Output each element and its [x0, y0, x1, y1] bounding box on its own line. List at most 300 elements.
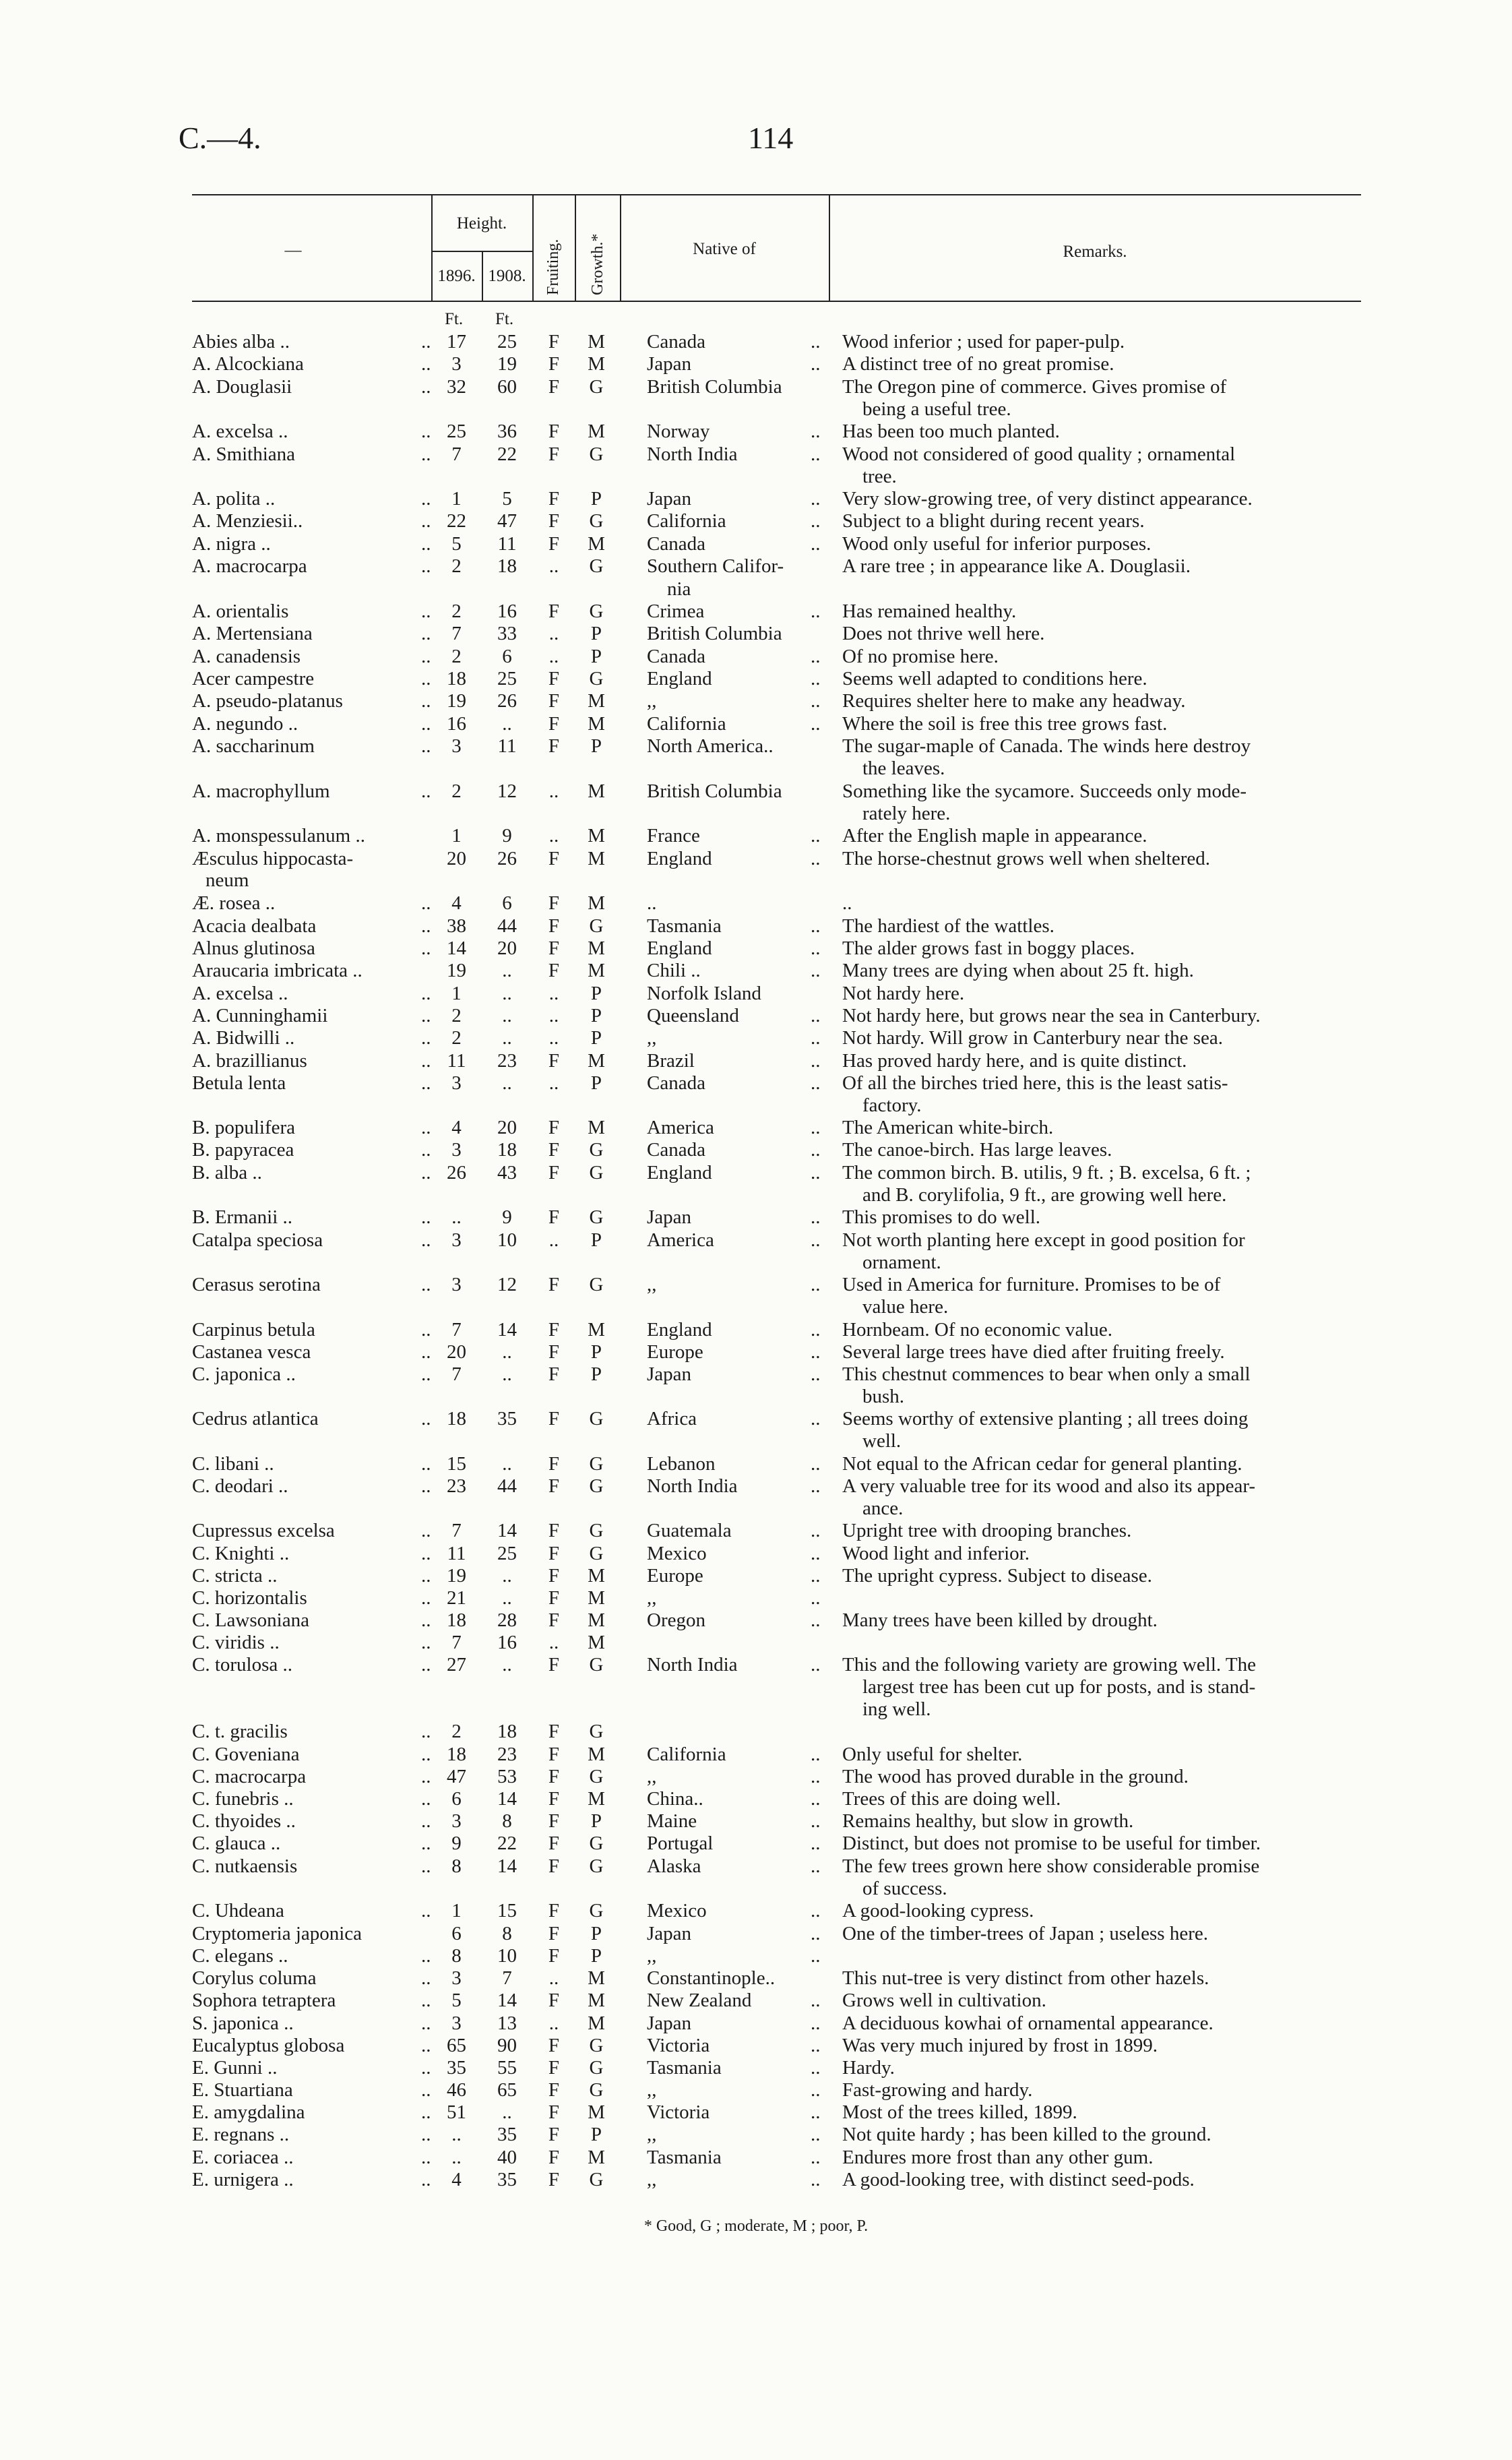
fruiting-mark: F: [548, 1855, 560, 1877]
native-of: Mexico: [647, 1900, 707, 1921]
species-name: C. funebris ..: [192, 1788, 294, 1810]
height-1908: 35: [497, 1408, 517, 1429]
remark: Trees of this are doing well.: [842, 1788, 1061, 1810]
height-1908: ..: [502, 1005, 512, 1026]
native-of: Japan: [647, 353, 692, 375]
leader-dots: ..: [811, 331, 821, 352]
growth-mark: P: [590, 488, 602, 510]
native-of: ,,: [647, 2169, 657, 2190]
height-1908: 6: [502, 892, 512, 914]
native-continuation: nia: [667, 578, 691, 600]
remark: Of no promise here.: [842, 646, 999, 667]
height-1908: ..: [502, 1341, 512, 1363]
leader-dots: ..: [421, 1967, 431, 1989]
fruiting-mark: ..: [548, 646, 559, 667]
species-name: Acacia dealbata: [192, 915, 317, 937]
remark: The common birch. B. utilis, 9 ft. ; B. excelsa, 6 ft. ;: [842, 1162, 1251, 1183]
species-name: A. canadensis: [192, 646, 301, 667]
growth-mark: M: [588, 1967, 605, 1989]
height-1908: 22: [497, 1833, 517, 1854]
growth-mark: M: [588, 2012, 605, 2034]
native-of: Brazil: [647, 1050, 695, 1072]
remark: Something like the sycamore. Succeeds only mode-: [842, 780, 1247, 802]
leader-dots: ..: [421, 2124, 431, 2145]
height-1908: 18: [497, 1139, 517, 1161]
native-of: ,,: [647, 1027, 657, 1049]
unit-ft-1908: Ft.: [495, 310, 514, 328]
native-of: Victoria: [647, 2035, 710, 2056]
height-1908: 26: [497, 848, 517, 869]
table-row: [0, 352, 1512, 375]
species-name: A. brazillianus: [192, 1050, 307, 1072]
table-row: [0, 1072, 1512, 1095]
height-1908: 5: [502, 488, 512, 510]
height-1908: 8: [502, 1923, 512, 1944]
height-1908: 12: [497, 1274, 517, 1295]
table-row: [0, 1787, 1512, 1810]
growth-mark: P: [590, 623, 602, 644]
leader-dots: ..: [811, 1027, 821, 1049]
height-1908: ..: [502, 1565, 512, 1587]
growth-mark: M: [588, 1990, 605, 2011]
leader-dots: ..: [421, 1117, 431, 1138]
leader-dots: ..: [421, 555, 431, 577]
remark: Does not thrive well here.: [842, 623, 1045, 644]
species-name: B. alba ..: [192, 1162, 262, 1183]
remark: Seems well adapted to conditions here.: [842, 668, 1147, 689]
leader-dots: ..: [421, 1341, 431, 1363]
native-of: ,,: [647, 1945, 657, 1967]
species-name: B. Ermanii ..: [192, 1206, 293, 1228]
height-1896: 19: [447, 960, 466, 981]
leader-dots: ..: [421, 2057, 431, 2079]
remark: Seems worthy of extensive planting ; all trees doing: [842, 1408, 1249, 1429]
growth-mark: G: [589, 1274, 604, 1295]
fruiting-mark: F: [548, 1721, 560, 1742]
growth-mark: G: [589, 2035, 604, 2056]
table-row: [0, 1026, 1512, 1049]
table-row: [0, 1318, 1512, 1341]
species-name: C. macrocarpa: [192, 1766, 307, 1787]
species-name: C. thyoides ..: [192, 1810, 296, 1832]
leader-dots: ..: [421, 488, 431, 510]
height-1908: ..: [502, 1072, 512, 1094]
native-of: Canada: [647, 1072, 705, 1094]
remark: Hardy.: [842, 2057, 895, 2079]
remark: A very valuable tree for its wood and also its appear-: [842, 1475, 1256, 1497]
height-1896: 3: [451, 2012, 462, 2034]
height-1908: 22: [497, 443, 517, 465]
native-of: California: [647, 510, 726, 532]
fruiting-mark: F: [548, 915, 560, 937]
leader-dots: ..: [421, 1206, 431, 1228]
fruiting-mark: ..: [548, 1967, 559, 1989]
native-of: ..: [647, 892, 657, 914]
species-name: S. japonica ..: [192, 2012, 294, 2034]
leader-dots: ..: [811, 2147, 821, 2168]
fruiting-mark: ..: [548, 1005, 559, 1026]
leader-dots: ..: [421, 646, 431, 667]
native-of: France: [647, 825, 700, 847]
leader-dots: ..: [421, 2169, 431, 2190]
growth-mark: M: [588, 2101, 605, 2123]
growth-mark: M: [588, 2147, 605, 2168]
species-name: A. Bidwilli ..: [192, 1027, 295, 1049]
table-row: [0, 2146, 1512, 2169]
remark: The horse-chestnut grows well when sheltered.: [842, 848, 1211, 869]
native-of: ,,: [647, 2124, 657, 2145]
species-name: C. libani ..: [192, 1453, 274, 1475]
remark-continuation: the leaves.: [862, 758, 945, 779]
leader-dots: ..: [421, 1072, 431, 1094]
remark: Not hardy here, but grows near the sea in Canterbury.: [842, 1005, 1261, 1026]
native-of: Africa: [647, 1408, 697, 1429]
table-row: [0, 2168, 1512, 2191]
remark: The Oregon pine of commerce. Gives promise of: [842, 376, 1227, 398]
species-name: E. urnigera ..: [192, 2169, 294, 2190]
native-of: Alaska: [647, 1855, 701, 1877]
height-1896: 4: [451, 1117, 462, 1138]
height-1896: 20: [447, 1341, 466, 1363]
species-name: E. amygdalina: [192, 2101, 305, 2123]
species-name: A. Mertensiana: [192, 623, 313, 644]
table-row: [0, 1341, 1512, 1363]
fruiting-mark: F: [548, 668, 560, 689]
fruiting-mark: F: [548, 1766, 560, 1787]
table-row: [0, 1944, 1512, 1967]
remark: Wood not considered of good quality ; ornamental: [842, 443, 1236, 465]
remark-continuation: of success.: [862, 1878, 947, 1899]
native-of: Europe: [647, 1565, 703, 1587]
fruiting-mark: F: [548, 2169, 560, 2190]
species-name: Cupressus excelsa: [192, 1520, 335, 1541]
native-of: Japan: [647, 1363, 692, 1385]
remark: Has been too much planted.: [842, 421, 1060, 442]
native-of: Queensland: [647, 1005, 739, 1026]
fruiting-mark: F: [548, 421, 560, 442]
native-of: Tasmania: [647, 2147, 722, 2168]
leader-dots: ..: [421, 510, 431, 532]
fruiting-mark: F: [548, 1274, 560, 1295]
leader-dots: ..: [811, 2035, 821, 2056]
height-1896: 15: [447, 1453, 466, 1475]
fruiting-mark: F: [548, 1363, 560, 1385]
leader-dots: ..: [811, 1744, 821, 1765]
species-name: Sophora tetraptera: [192, 1990, 336, 2011]
table-row: [0, 555, 1512, 578]
fruiting-mark: F: [548, 1341, 560, 1363]
table-row: [0, 892, 1512, 915]
height-1896: 3: [451, 1229, 462, 1251]
native-of: Japan: [647, 2012, 692, 2034]
table-row: [0, 1004, 1512, 1027]
leader-dots: ..: [811, 2012, 821, 2034]
leader-dots: ..: [421, 1766, 431, 1787]
leader-dots: ..: [811, 937, 821, 959]
native-of: Japan: [647, 1206, 692, 1228]
height-1896: 21: [447, 1587, 466, 1609]
leader-dots: ..: [421, 1855, 431, 1877]
remark: Subject to a blight during recent years.: [842, 510, 1145, 532]
species-name: C. japonica ..: [192, 1363, 296, 1385]
leader-dots: ..: [421, 1721, 431, 1742]
native-of: Canada: [647, 331, 705, 352]
height-1908: 9: [502, 825, 512, 847]
native-of: California: [647, 1744, 726, 1765]
leader-dots: ..: [421, 1565, 431, 1587]
remark: The wood has proved durable in the ground.: [842, 1766, 1189, 1787]
growth-mark: G: [589, 2079, 604, 2101]
height-1908: 28: [497, 1609, 517, 1631]
fruiting-mark: ..: [548, 1072, 559, 1094]
species-name: Araucaria imbricata ..: [192, 960, 363, 981]
height-1908: ..: [502, 1027, 512, 1049]
table-row: [0, 1631, 1512, 1654]
col-divider: [575, 194, 576, 301]
height-1908: 35: [497, 2169, 517, 2190]
native-of: Crimea: [647, 601, 705, 622]
leader-dots: ..: [421, 2147, 431, 2168]
growth-mark: P: [590, 1341, 602, 1363]
remark: A good-looking tree, with distinct seed-pods.: [842, 2169, 1195, 2190]
height-1896: 2: [451, 1005, 462, 1026]
height-1896: 2: [451, 646, 462, 667]
page-ref: C.—4.: [179, 121, 261, 155]
fruiting-mark: F: [548, 1475, 560, 1497]
height-1908: 25: [497, 331, 517, 352]
table-top-rule: [192, 194, 1361, 195]
height-1896: 2: [451, 780, 462, 802]
fruiting-mark: F: [548, 2035, 560, 2056]
table-row: [0, 667, 1512, 690]
leader-dots: ..: [811, 1475, 821, 1497]
growth-mark: M: [588, 960, 605, 981]
species-name: Alnus glutinosa: [192, 937, 315, 959]
remark: A distinct tree of no great promise.: [842, 353, 1114, 375]
height-1896: ..: [451, 2124, 462, 2145]
fruiting-mark: F: [548, 848, 560, 869]
fruiting-mark: F: [548, 1788, 560, 1810]
leader-dots: ..: [811, 668, 821, 689]
remark: This chestnut commences to bear when only a small: [842, 1363, 1251, 1385]
remark: Grows well in cultivation.: [842, 1990, 1046, 2011]
leader-dots: ..: [811, 1565, 821, 1587]
fruiting-mark: F: [548, 937, 560, 959]
fruiting-mark: F: [548, 1139, 560, 1161]
native-of: England: [647, 937, 712, 959]
growth-mark: G: [589, 601, 604, 622]
height-1896: 7: [451, 623, 462, 644]
remark-continuation: ornament.: [862, 1252, 941, 1273]
remark-continuation: rately here.: [862, 803, 951, 824]
species-name: Betula lenta: [192, 1072, 286, 1094]
growth-mark: G: [589, 915, 604, 937]
species-name: E. coriacea ..: [192, 2147, 294, 2168]
table-row: [0, 1989, 1512, 2012]
native-of: ,,: [647, 690, 657, 712]
growth-mark: G: [589, 668, 604, 689]
remark: Endures more frost than any other gum.: [842, 2147, 1154, 2168]
height-1908: 44: [497, 1475, 517, 1497]
growth-mark: G: [589, 1475, 604, 1497]
growth-mark: G: [589, 1139, 604, 1161]
native-of: Canada: [647, 646, 705, 667]
table-row: [0, 2034, 1512, 2057]
remark: Was very much injured by frost in 1899.: [842, 2035, 1158, 2056]
growth-mark: M: [588, 1744, 605, 1765]
leader-dots: ..: [421, 1475, 431, 1497]
remark: Wood only useful for inferior purposes.: [842, 533, 1152, 555]
table-row: [0, 1922, 1512, 1945]
native-of: Constantinople..: [647, 1967, 776, 1989]
height-1896: 18: [447, 1408, 466, 1429]
species-name: A. polita ..: [192, 488, 276, 510]
leader-dots: ..: [421, 1005, 431, 1026]
growth-mark: G: [589, 1654, 604, 1675]
height-1896: 23: [447, 1475, 466, 1497]
growth-mark: M: [588, 533, 605, 555]
table-row: [0, 1363, 1512, 1386]
height-1896: 4: [451, 892, 462, 914]
leader-dots: ..: [811, 2079, 821, 2101]
name-continuation: neum: [206, 869, 249, 891]
fruiting-mark: F: [548, 1319, 560, 1341]
table-row: [0, 1452, 1512, 1475]
remark: The upright cypress. Subject to disease.: [842, 1565, 1152, 1587]
fruiting-mark: F: [548, 1810, 560, 1832]
height-1896: 3: [451, 1810, 462, 1832]
native-of: Portugal: [647, 1833, 714, 1854]
table-row: [0, 2012, 1512, 2035]
table-row: [0, 1810, 1512, 1833]
remark-continuation: ance.: [862, 1498, 904, 1519]
leader-dots: ..: [811, 2124, 821, 2145]
leader-dots: ..: [421, 1050, 431, 1072]
species-name: Corylus columa: [192, 1967, 317, 1989]
growth-mark: G: [589, 1900, 604, 1921]
growth-mark: G: [589, 376, 604, 398]
leader-dots: ..: [811, 1654, 821, 1675]
leader-dots: ..: [811, 1341, 821, 1363]
table-row: [0, 622, 1512, 645]
species-name: C. Uhdeana: [192, 1900, 284, 1921]
height-1908: 18: [497, 555, 517, 577]
table-row: [0, 2079, 1512, 2101]
leader-dots: ..: [421, 1945, 431, 1967]
height-1896: ..: [451, 2147, 462, 2168]
height-1896: 2: [451, 1721, 462, 1742]
leader-dots: ..: [421, 1543, 431, 1564]
leader-dots: ..: [811, 1229, 821, 1251]
growth-mark: G: [589, 1453, 604, 1475]
height-1908: ..: [502, 983, 512, 1004]
species-name: Æsculus hippocasta-: [192, 848, 354, 869]
native-of: Chili ..: [647, 960, 701, 981]
height-1896: 2: [451, 601, 462, 622]
species-name: A. nigra ..: [192, 533, 271, 555]
height-1896: 11: [447, 1050, 466, 1072]
species-name: A. Alcockiana: [192, 353, 304, 375]
remark: Of all the birches tried here, this is the least satis-: [842, 1072, 1228, 1094]
table-row: [0, 645, 1512, 668]
species-name: A. Smithiana: [192, 443, 296, 465]
growth-mark: P: [590, 735, 602, 757]
growth-mark: P: [590, 983, 602, 1004]
fruiting-mark: ..: [548, 1632, 559, 1653]
table-row: [0, 824, 1512, 847]
height-1908: 33: [497, 623, 517, 644]
fruiting-mark: ..: [548, 1027, 559, 1049]
fruiting-mark: F: [548, 1520, 560, 1541]
height-1896: 7: [451, 443, 462, 465]
fruiting-mark: F: [548, 713, 560, 735]
leader-dots: ..: [811, 1117, 821, 1138]
remark: Most of the trees killed, 1899.: [842, 2101, 1077, 2123]
leader-dots: ..: [421, 421, 431, 442]
fruiting-mark: F: [548, 601, 560, 622]
growth-mark: M: [588, 937, 605, 959]
remark-continuation: largest tree has been cut up for posts, and is stand-: [862, 1676, 1256, 1698]
growth-mark: G: [589, 1766, 604, 1787]
remark: A good-looking cypress.: [842, 1900, 1034, 1921]
leader-dots: ..: [421, 1363, 431, 1385]
remark: Not hardy. Will grow in Canterbury near the sea.: [842, 1027, 1223, 1049]
leader-dots: ..: [421, 1810, 431, 1832]
leader-dots: ..: [421, 1833, 431, 1854]
height-1896: 25: [447, 421, 466, 442]
header-fruiting: Fruiting.: [544, 239, 562, 295]
height-1908: 14: [497, 1990, 517, 2011]
native-of: California: [647, 713, 726, 735]
height-1896: 5: [451, 533, 462, 555]
table-row: [0, 1899, 1512, 1922]
remark: ..: [842, 892, 852, 914]
leader-dots: ..: [421, 331, 431, 352]
leader-dots: ..: [421, 690, 431, 712]
leader-dots: ..: [421, 1520, 431, 1541]
remark: Wood inferior ; used for paper-pulp.: [842, 331, 1125, 352]
height-1908: 14: [497, 1319, 517, 1341]
remark-continuation: value here.: [862, 1296, 949, 1318]
remark-continuation: being a useful tree.: [862, 398, 1011, 420]
species-name: A. Menziesii..: [192, 510, 303, 532]
table-row: [0, 1407, 1512, 1430]
table-row: [0, 1519, 1512, 1542]
leader-dots: ..: [811, 915, 821, 937]
leader-dots: ..: [811, 960, 821, 981]
height-1896: 51: [447, 2101, 466, 2123]
height-1896: 7: [451, 1632, 462, 1653]
height-1896: 19: [447, 690, 466, 712]
fruiting-mark: F: [548, 1587, 560, 1609]
leader-dots: ..: [421, 1162, 431, 1183]
remark: Many trees are dying when about 25 ft. high.: [842, 960, 1194, 981]
header-dash: —: [284, 241, 302, 259]
native-of: England: [647, 668, 712, 689]
leader-dots: ..: [421, 1654, 431, 1675]
native-of: England: [647, 1319, 712, 1341]
leader-dots: ..: [421, 1453, 431, 1475]
remark-continuation: ing well.: [862, 1698, 931, 1720]
height-1896: 3: [451, 1139, 462, 1161]
native-of: England: [647, 1162, 712, 1183]
leader-dots: ..: [421, 983, 431, 1004]
growth-mark: G: [589, 1543, 604, 1564]
leader-dots: ..: [811, 1408, 821, 1429]
header-native: Native of: [693, 240, 756, 258]
leader-dots: ..: [421, 1788, 431, 1810]
native-of: Oregon: [647, 1609, 705, 1631]
